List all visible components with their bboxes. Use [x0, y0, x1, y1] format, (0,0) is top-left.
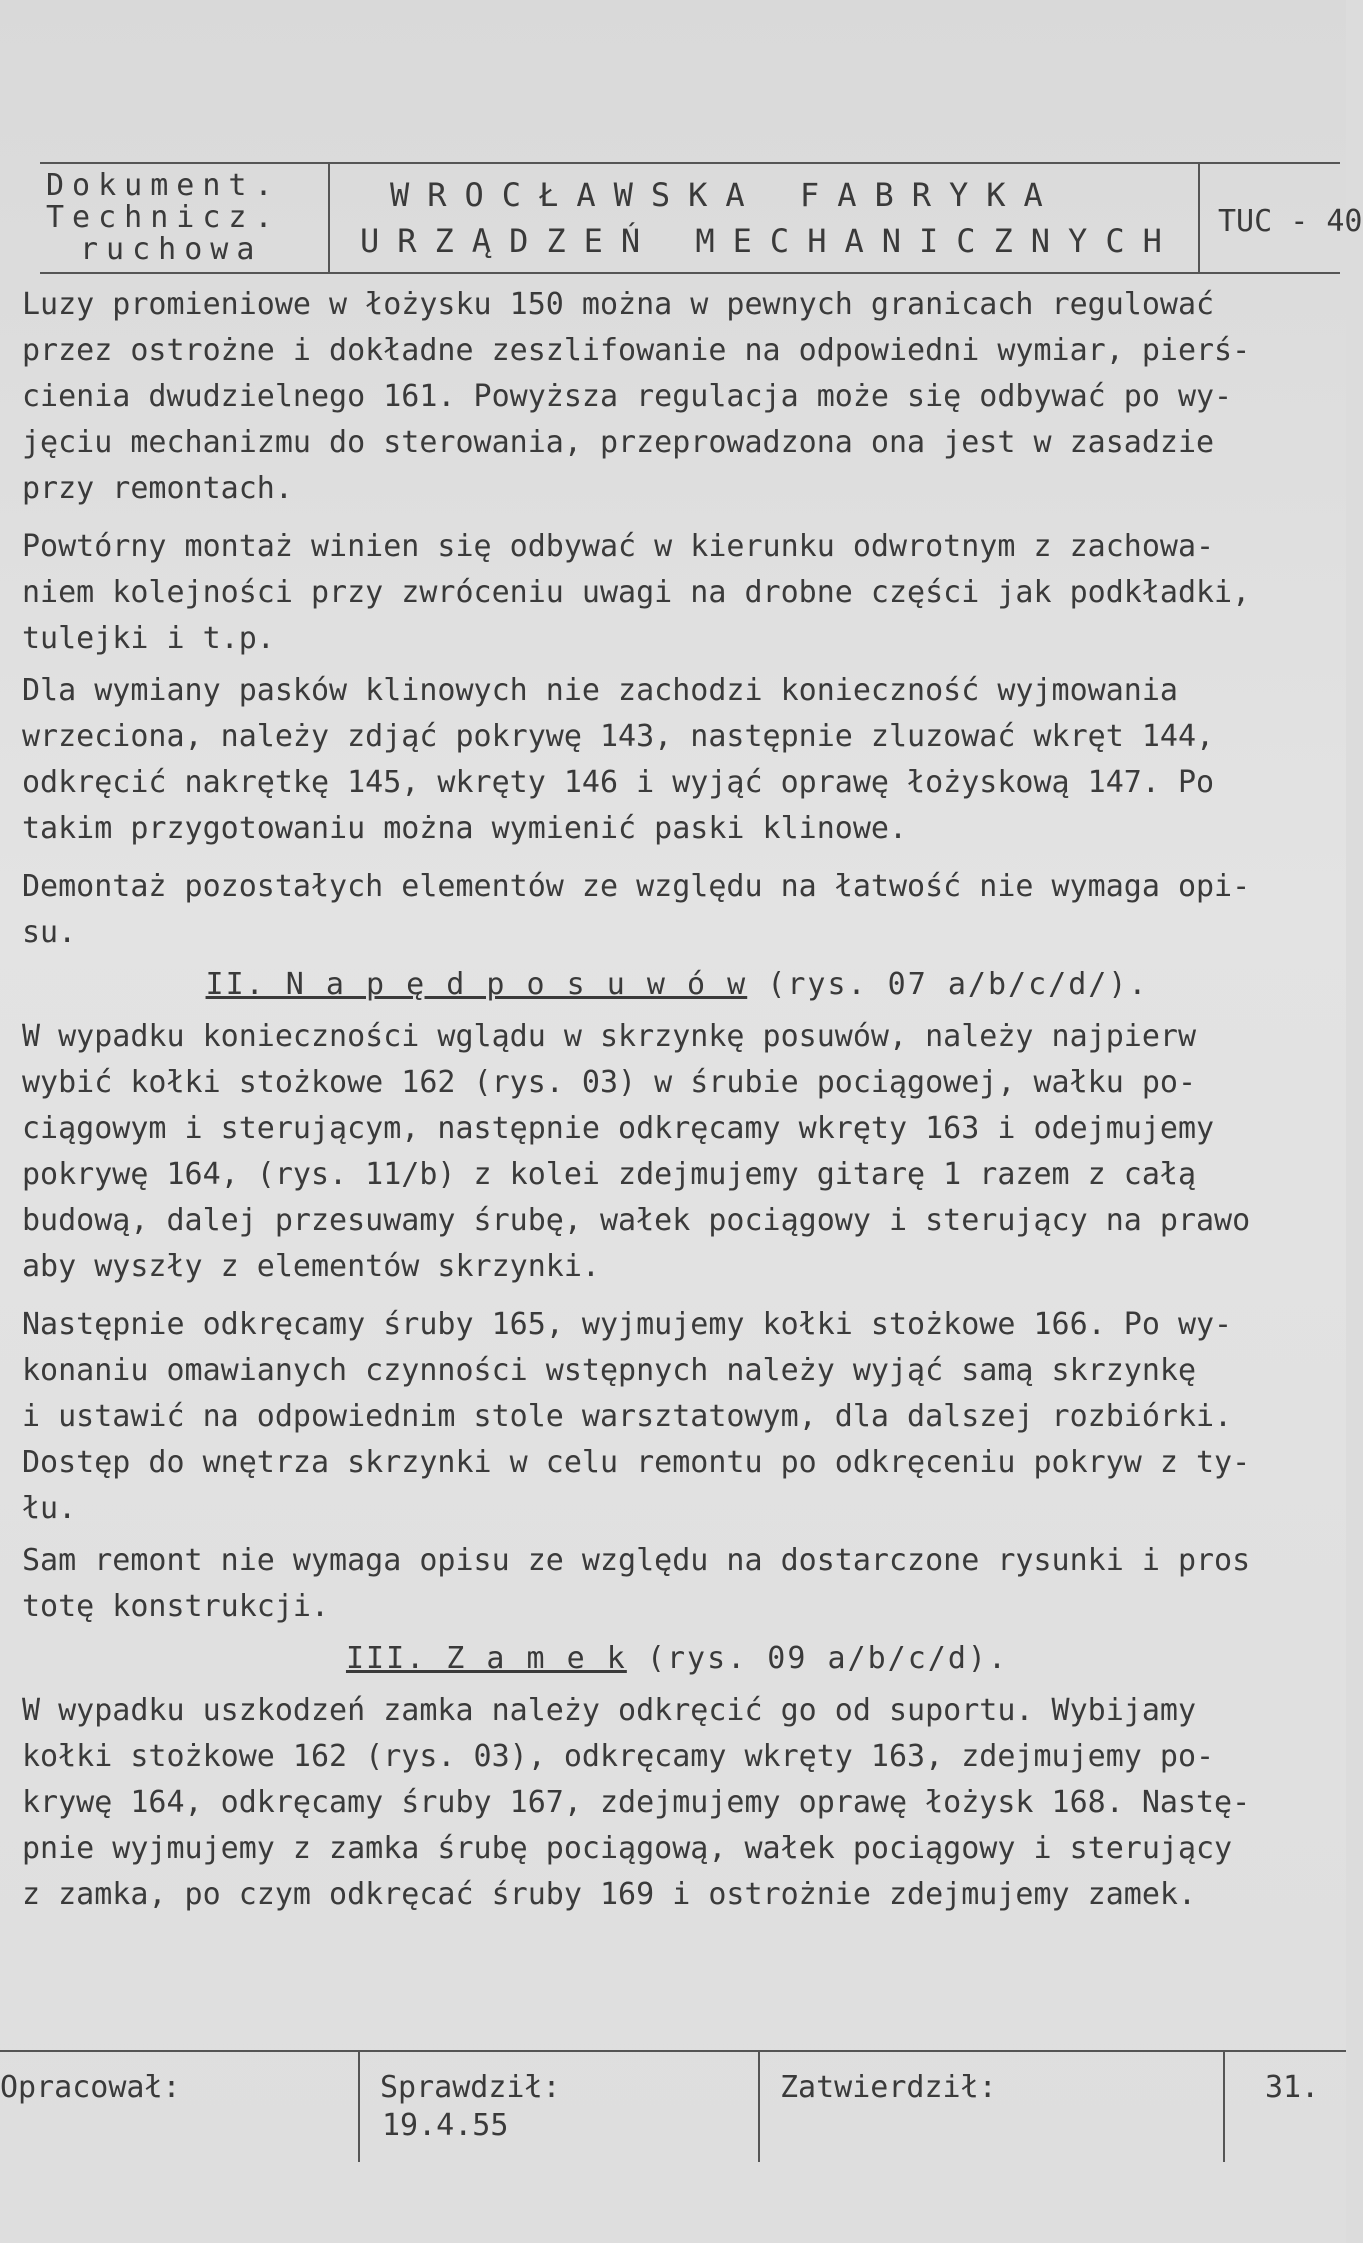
doc-code-cell: [1200, 164, 1363, 272]
page-number-cell: [1225, 2052, 1346, 2162]
checked-label: Sprawdził:: [380, 2070, 561, 2105]
section-heading: [22, 962, 1332, 1008]
company-name-cell: [330, 164, 1200, 272]
document-body: [22, 282, 1332, 1924]
paragraph: W wypadku konieczności wglądu w skrzynkę posuwów, należy najpierw wybić kołki stożkowe 162 (rys. 03) w śrubie pociągowej, wałku po- ciągowym i sterującym, następnie odkręcamy wkręty 163 i odejmujemy pokrywę 164, (rys. 11/b) z kolei zdejmujemy gitarę 1 razem z całą budową, dalej przesuwamy śrubę, wałek pociągowy i sterujący na prawo aby wyszły z elementów skrzynki.: [22, 1019, 1251, 1284]
approved-label: Zatwierdził:: [780, 2070, 997, 2105]
paragraph: Demontaż pozostałych elementów ze względu na łatwość nie wymaga opi- su.: [22, 869, 1251, 950]
paragraph: W wypadku uszkodzeń zamka należy odkręcić go od suportu. Wybijamy kołki stożkowe 162 (rys. 03), odkręcamy wkręty 163, zdejmujemy po- krywę 164, odkręcamy śruby 167, zdejmujemy oprawę łożysk 168. Nastę- pnie wyjmujemy z zamka śrubę pociągową, wałek pociągowy i sterujący z zamka, po czym odkręcać śruby 169 i ostrożnie zdejmujemy zamek.: [22, 1693, 1251, 1912]
doc-code: TUC - 40: [1218, 204, 1363, 239]
paragraph: Luzy promieniowe w łożysku 150 można w pewnych granicach regulować przez ostrożne i dokładne zeszlifowanie na odpowiedni wymiar, pierś- cienia dwudzielnego 161. Powyższa regulacja może się odbywać po wy- jęciu mechanizmu do sterowania, przeprowadzona ona jest w zasadzie przy remontach.: [22, 287, 1251, 506]
paragraph: Powtórny montaż winien się odbywać w kierunku odwrotnym z zachowa- niem kolejności przy zwróceniu uwagi na drobne części jak podkładki, tulejki i t.p.: [22, 529, 1251, 656]
prepared-cell: [0, 2052, 360, 2162]
section-heading-title: II. N a p ę d p o s u w ó w: [205, 967, 748, 1002]
paragraph: Następnie odkręcamy śruby 165, wyjmujemy kołki stożkowe 166. Po wy- konaniu omawianych czynności wstępnych należy wyjąć samą skrzynkę i ustawić na odpowiednim stole warsztatowym, dla dalszej rozbiórki. Dostęp do wnętrza skrzynki w celu remontu po odkręceniu pokryw z ty- łu.: [22, 1307, 1251, 1526]
doc-type-cell: [40, 164, 330, 272]
paragraph: Dla wymiany pasków klinowych nie zachodzi konieczność wyjmowania wrzeciona, należy zdjąć pokrywę 143, następnie zluzować wkręt 144, odkręcić nakrętkę 145, wkręty 146 i wyjąć oprawę łożyskową 147. Po takim przygotowaniu można wymienić paski klinowe.: [22, 673, 1215, 846]
doc-type-line: Technicz.: [46, 200, 281, 235]
prepared-label: Opracował:: [0, 2070, 181, 2105]
section-heading-ref: (rys. 07 a/b/c/d/).: [767, 967, 1149, 1002]
section-heading-ref: (rys. 09 a/b/c/d).: [646, 1641, 1009, 1676]
checked-cell: [360, 2052, 760, 2162]
paragraph: Sam remont nie wymaga opisu ze względu na dostarczone rysunki i pros totę konstrukcji.: [22, 1543, 1251, 1624]
section-heading-title: III. Z a m e k: [345, 1641, 627, 1676]
checked-date: 19.4.55: [382, 2108, 509, 2143]
company-name-line: WROCŁAWSKA FABRYKA: [390, 176, 1061, 214]
page-number: 31.: [1265, 2070, 1320, 2105]
document-footer: [0, 2050, 1346, 2162]
doc-type-line: Dokument.: [46, 168, 281, 203]
company-name-line: URZĄDZEŃ MECHANICZNYCH: [360, 222, 1180, 260]
doc-type-line: ruchowa: [80, 232, 263, 267]
section-heading: [22, 1636, 1332, 1682]
document-header: [40, 162, 1363, 274]
approved-cell: [760, 2052, 1225, 2162]
